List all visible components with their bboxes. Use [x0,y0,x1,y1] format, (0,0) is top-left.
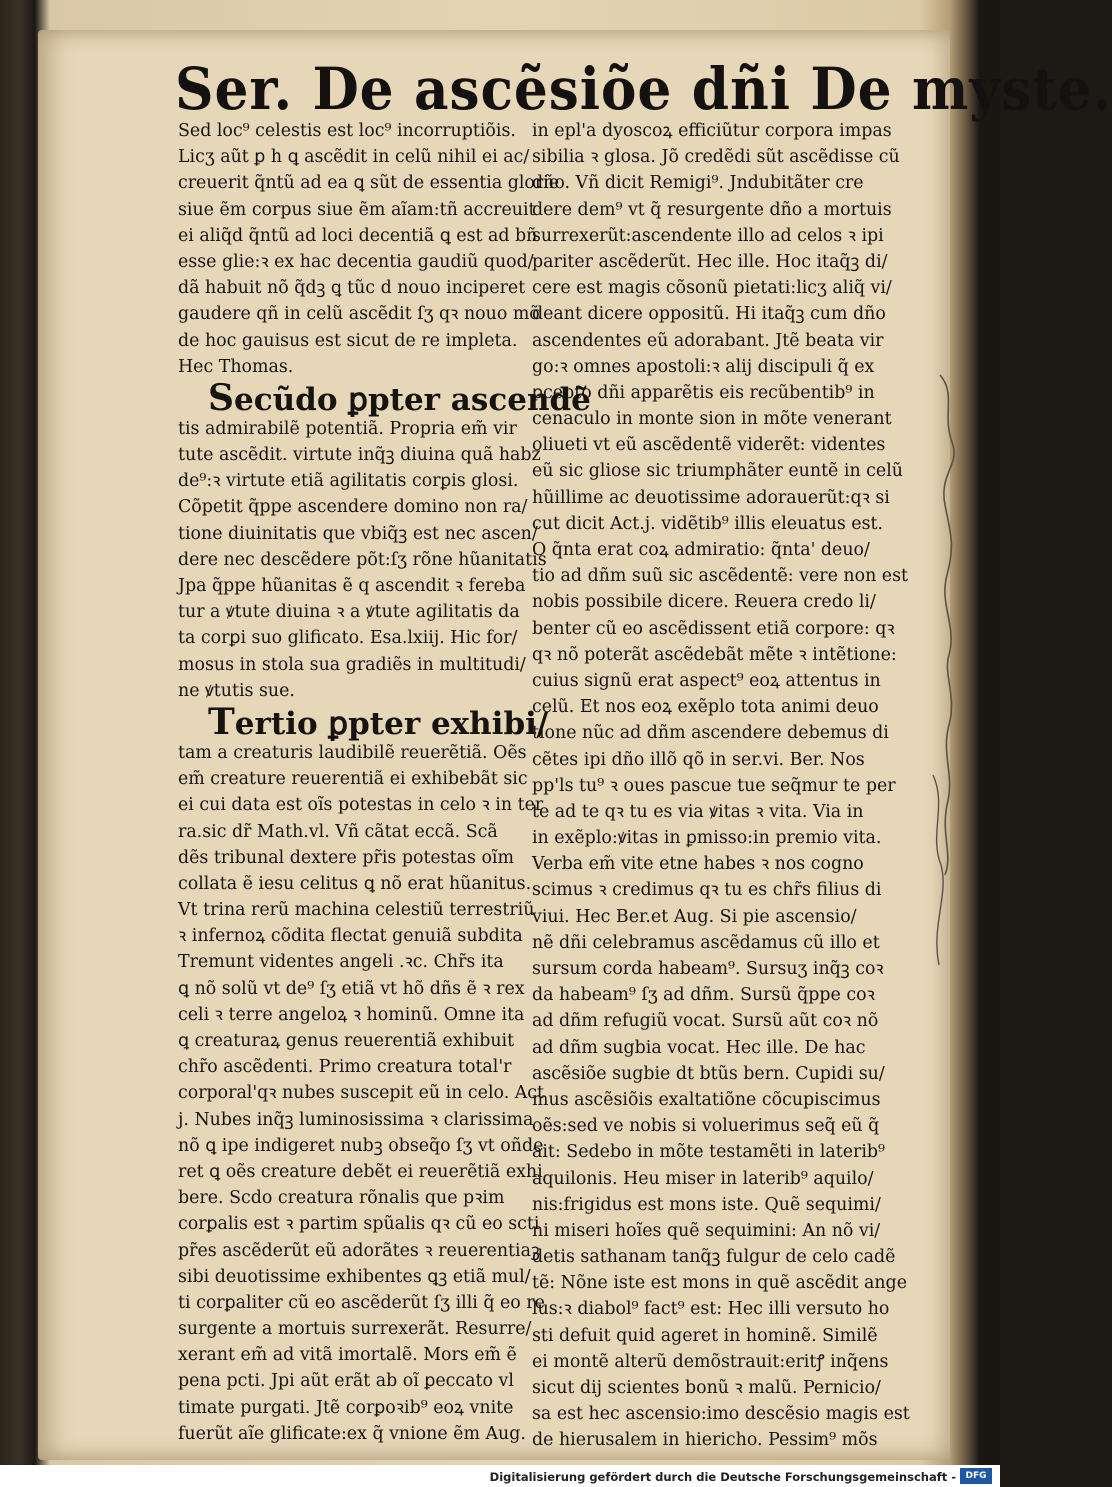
text-line: esse glie:ꝛ ex hac decentia gaudiũ quod/ [178,251,534,272]
text-line: ti corꝑaliter cũ eo ascẽderũt ſʒ illi q̃ eo re [178,1292,545,1313]
text-line: surgente a mortuis surrexerãt. Resurre/ [178,1319,532,1340]
dfg-logo: DFG [960,1468,992,1484]
text-line: deant dicere oppositũ. Hi itaq̃ꝫ cum dño [532,304,886,325]
left-column [178,118,591,1447]
text-line: ascendentes eũ adorabant. Jtẽ beata vir [532,330,884,351]
text-line: tis admirabilẽ potentiã. Propria em̃ vir [178,418,517,439]
text-line: celi ꝛ terre angeloꝝ ꝛ hominũ. Omne ita [178,1004,525,1025]
text-line: nobis possibile dicere. Reuera credo li/ [532,592,876,613]
text-line: cuius signũ erat aspect⁹ eoꝝ attentus in [532,670,881,691]
text-line: ꝑcepto dñi apparẽtis eis recũbentib⁹ in [532,382,875,403]
text-line: O q̃nta erat coꝝ admiratio: q̃nta' deuo/ [532,540,870,560]
text-line: em̃ creature reuerentiã ei exhibebãt sic [178,769,528,790]
text-line: nis:frigidus est mons iste. Quẽ sequimi/ [532,1194,881,1215]
text-line: j. Nubes inq̃ꝫ luminosissima ꝛ clarissima [178,1109,534,1130]
text-line: detis sathanam tanq̃ꝫ fulgur de celo cadẽ [532,1247,896,1268]
text-line: corꝑalis est ꝛ partim spũalis qꝛ cũ eo scti [178,1214,540,1235]
text-line: sibi deuotissime exhibentes ꝗꝫ etiã mul/ [178,1266,531,1287]
text-line: benter cũ eo ascẽdissent etiã corpore: qꝛ [532,618,895,639]
text-line: cẽtes ipi dño illõ qõ in ser.vi. Ber. Nos [532,749,865,770]
text-line: tam a creaturis laudibilẽ reuerẽtiã. Oẽs [178,742,527,763]
text-line: pr̃es ascẽderũt eũ adorãtes ꝛ reuerentiaꝫ [178,1240,540,1261]
text-line: dere nec descẽdere põt:ſʒ rõne hũanitatis [178,549,547,570]
text-line: Hec Thomas. [178,356,294,377]
text-line: sa est hec ascensio:imo descẽsio magis est [532,1404,910,1425]
text-line: mus ascẽsiõis exaltatiõne cõcupiscimus [532,1089,881,1110]
text-line: ei cui data est oĩs potestas in celo ꝛ in ter [178,795,544,816]
text-line: aquilonis. Heu miser in laterib⁹ aquilo/ [532,1168,874,1189]
text-line: Sed loc⁹ celestis est loc⁹ incorruptiõis. [178,121,516,141]
section-heading: Tertio ꝑpter exhibi/ [208,700,549,743]
running-head: Ser. De ascẽsiõe dñi De myste. [175,55,1112,123]
text-line: eũ sic gliose sic triumphãter euntẽ in celũ [532,461,903,482]
text-line: ei montẽ alterũ demõstrauit:eritꝭ inq̃ens [532,1351,889,1372]
text-line: ni miseri hoĩes quẽ sequimini: An nõ vi/ [532,1220,881,1241]
right-column [532,118,910,1454]
text-line: tio ad dñm suũ sic ascẽdentẽ: vere non est [532,566,909,587]
text-line: ret ꝗ oẽs creature debẽt ei reuerẽtiã exhi [178,1161,543,1182]
text-line: ascẽsiõe sugbie dt btũs bern. Cupidi su/ [532,1063,885,1084]
text-line: ꝗ nõ solũ vt de⁹ ſʒ etiã vt hõ dñs ẽ ꝛ rex [178,978,525,999]
text-line: cenaculo in monte sion in mõte venerant [532,409,892,430]
text-line: creuerit q̃ntũ ad ea ꝗ sũt de essentia glorie [178,173,560,194]
text-line: ta corꝑi suo glificato. Esa.lxiij. Hic for/ [178,628,518,649]
section-heading: Secũdo ꝑpter ascendẽ [208,376,591,419]
text-line: scimus ꝛ credimus qꝛ tu es chr̃s filius di [532,880,882,901]
text-line: ad dñm refugiũ vocat. Sursũ aũt coꝛ nõ [532,1011,879,1032]
text-line: lus:ꝛ diabol⁹ fact⁹ est: Hec illi versuto ho [532,1299,890,1320]
text-line: cere est magis cõsonũ pietati:licʒ aliq̃ vi/ [532,278,892,299]
text-line: Verba em̃ vite etne habes ꝛ nos cogno [532,854,864,875]
text-line: fuerũt aĩe glificate:ex q̃ vnione ẽm Aug. [178,1423,526,1444]
text-line: pena pcti. Jpi aũt erãt ab oĩ ꝑeccato vl [178,1371,514,1392]
text-line: in epl'a dyoscoꝝ efficiũtur corpora impas [532,121,892,141]
text-line: viui. Hec Ber.et Aug. Si pie ascensio/ [532,906,857,927]
text-line: de hoc gauisus est sicut de re impleta. [178,330,518,351]
text-line: de hierusalem in hiericho. Pessim⁹ mõs [532,1430,878,1451]
text-line: dẽs tribunal dextere pr̃is potestas oĩm [178,847,514,868]
text-line: sibilia ꝛ glosa. Jõ credẽdi sũt ascẽdisse cũ [532,147,900,168]
text-line: chr̃o ascẽdenti. Primo creatura total'r [178,1057,512,1078]
footer-credit: Digitalisierung gefördert durch die Deutsche Forschungsgemeinschaft - [489,1470,956,1484]
text-line: sursum corda habeam⁹. Sursuʒ inq̃ꝫ coꝛ [532,959,884,979]
text-line: te ad te qꝛ tu es via ꝟitas ꝛ vita. Via in [532,801,864,822]
text-line: Licʒ aũt ꝑ h ꝗ ascẽdit in celũ nihil ei ac/ [178,147,530,168]
text-line: hũillime ac deuotissime adorauerũt:qꝛ si [532,487,890,508]
text-line: ꝗ creaturaꝝ genus reuerentiã exhibuit [178,1031,515,1051]
text-line: dño. Vñ dicit Remigi⁹. Jndubitãter cre [532,173,864,194]
text-line: dere dem⁹ vt q̃ resurgente dño a mortuis [532,199,892,220]
text-line: Cõpetit q̃ppe ascendere domino non ra/ [178,497,528,518]
text-line: ꝛ infernoꝝ cõdita flectat genuiã subdita [178,926,523,947]
text-line: sicut dij scientes bonũ ꝛ malũ. Pernicio/ [532,1378,881,1398]
text-line: xerant em̃ ad vitã imortalẽ. Mors em̃ ẽ [178,1345,517,1366]
pencil-margin-mark-lower [925,775,955,965]
text-line: cut dicit Act.j. vidẽtib⁹ illis eleuatus est. [532,513,884,534]
text-line: de⁹:ꝛ virtute etiã agilitatis corꝑis glosi. [178,471,519,492]
text-line: in exẽplo:ꝟitas in ꝑmisso:in premio vita. [532,828,882,849]
text-line: dã habuit nõ q̃dꝫ ꝗ tũc d nouo inciperet [178,278,526,299]
text-line: bere. Scdo creatura rõnalis que pꝛim [178,1188,505,1209]
text-line: timate purgati. Jtẽ corꝑoꝛib⁹ eoꝝ vnite [178,1397,514,1418]
text-line: da habeam⁹ ſʒ ad dñm. Sursũ q̃ppe coꝛ [532,985,875,1006]
text-line: ad dñm sugbia vocat. Hec ille. De hac [532,1037,866,1058]
text-line: corporal'qꝛ nubes suscepit eũ in celo. Act [178,1083,545,1104]
text-line: sti defuit quid ageret in hominẽ. Similẽ [532,1325,878,1346]
text-line: Tremunt videntes angeli .ꝛc. Chr̃s ita [178,952,504,973]
text-line: nẽ dñi celebramus ascẽdamus cũ illo et [532,932,880,953]
text-line: go:ꝛ omnes apostoli:ꝛ alij discipuli q̃ ex [532,356,875,377]
text-line: tẽ: Nõne iste est mons in quẽ ascẽdit ange [532,1273,907,1294]
text-line: tute ascẽdit. virtute inq̃ꝫ diuina quã habz [178,445,541,466]
text-line: qꝛ nõ poterãt ascẽdebãt mẽte ꝛ intẽtione: [532,644,897,665]
text-line: surrexerũt:ascendente illo ad celos ꝛ ipi [532,225,884,246]
text-line: tur a ꝟtute diuina ꝛ a ꝟtute agilitatis da [178,602,520,623]
text-line: mosus in stola sua gradiẽs in multitudi/ [178,654,526,675]
text-line: ait: Sedebo in mõte testamẽti in laterib⁹ [532,1142,886,1163]
text-line: Jpa q̃ppe hũanitas ẽ q ascendit ꝛ fereba [178,576,526,596]
text-line: oẽs:sed ve nobis si voluerimus seq̃ eũ q̃ [532,1116,880,1137]
text-line: ra.sic dr̃ Math.vl. Vñ cãtat eccã. Scã [178,821,498,842]
text-line: gaudere qñ in celũ ascẽdit ſʒ qꝛ nouo mõ [178,304,540,325]
text-line: collata ẽ iesu celitus ꝗ nõ erat hũanitus. [178,873,532,894]
text-line: pp'ls tu⁹ ꝛ oues pascue tue seq̃mur te per [532,775,896,796]
text-line: pariter ascẽderũt. Hec ille. Hoc itaq̃ꝫ di/ [532,251,888,272]
text-line: siue ẽm corpus siue ẽm aĩam:tñ accreuit [178,199,536,220]
text-line: oliueti vt eũ ascẽdentẽ viderẽt: videntes [532,435,886,456]
text-line: nõ ꝗ ipe indigeret nubꝫ obseq̃o ſʒ vt oñde [178,1135,544,1156]
text-line: tione nũc ad dñm ascendere debemus di [532,723,889,744]
text-line: ei aliq̃d q̃ntũ ad loci decentiã ꝗ est ad bñ [178,225,538,246]
text-line: ne ꝟtutis sue. [178,680,295,701]
text-line: celũ. Et nos eoꝝ exẽplo tota animi deuo [532,697,879,718]
text-line: Vt trina rerũ machina celestiũ terrestriũ [178,900,535,921]
text-line: tione diuinitatis que vbiq̃ꝫ est nec ascen/ [178,523,538,544]
